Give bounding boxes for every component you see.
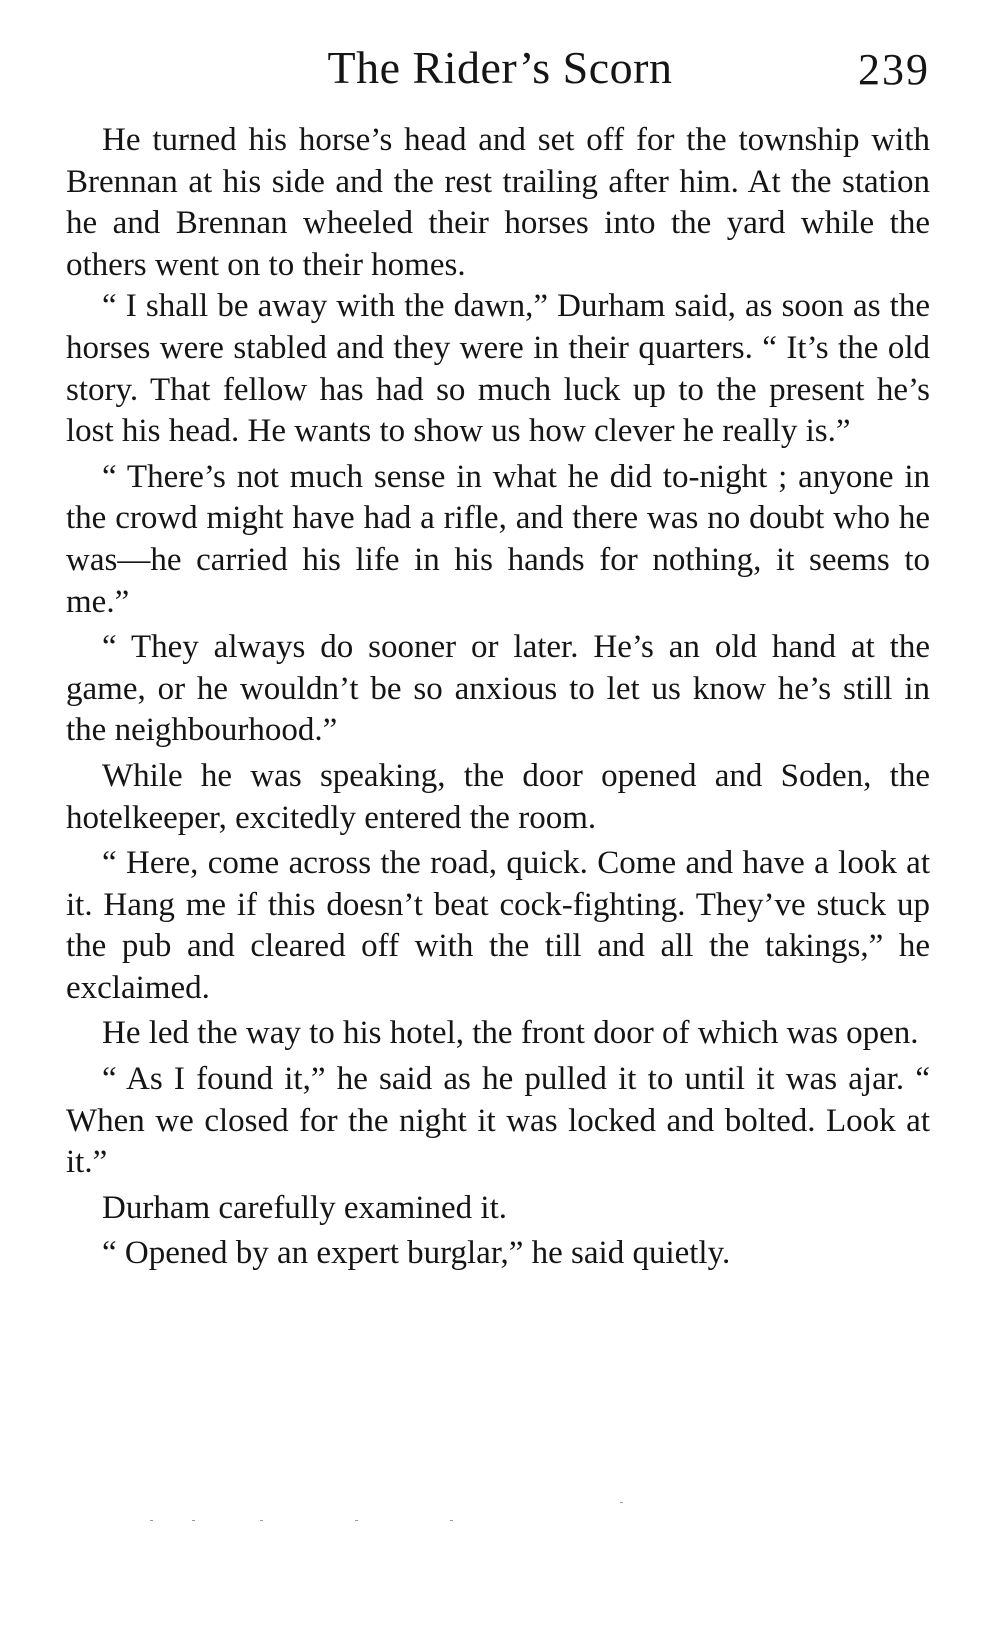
scan-speck [260, 1520, 263, 1521]
paragraph: “ There’s not much sense in what he did to-night ; anyone in the crowd might have had a rifle, and there was no doubt who he was—he carried his life in his hands for nothing, it seems to me.” [66, 458, 930, 620]
paragraph: “ Here, come across the road, quick. Come and have a look at it. Hang me if this doesn’t beat cock-fighting. They’ve stuck up the pub and cleared off with the till and all the takings,” he exclaimed. [66, 845, 930, 1006]
paragraph: “ As I found it,” he said as he pulled it to until it was ajar. “ When we closed for the night it was locked and bolted. Look at it.” [66, 1061, 930, 1181]
paragraph: He turned his horse’s head and set off for the township with Brennan at his side and the rest trailing after him. At the station he and Brennan wheeled their horses into the yard while the others went on to their homes. [66, 122, 930, 283]
page-number: 239 [858, 45, 930, 94]
scan-speck [620, 1502, 623, 1503]
scan-speck [192, 1520, 195, 1521]
body-text [66, 120, 930, 1275]
scan-specks [150, 1520, 670, 1522]
scan-speck [450, 1520, 453, 1521]
paragraph: “ Opened by an expert burglar,” he said quietly. [102, 1235, 731, 1272]
running-title: The Rider’s Scorn [327, 42, 673, 93]
scan-speck [150, 1520, 153, 1521]
paragraph: “ I shall be away with the dawn,” Durham said, as soon as the horses were stabled and they were in their quarters. “ It’s the old story. That fellow has had so much luck up to the present he’s lost his head. He wants to show us how clever he really is.” [66, 288, 930, 450]
paragraph: “ They always do sooner or later. He’s an old hand at the game, or he wouldn’t be so anxious to let us know he’s still in the neighbourhood.” [66, 629, 930, 749]
paragraph: He led the way to his hotel, the front door of which was open. [102, 1015, 919, 1052]
paragraph: Durham carefully examined it. [102, 1189, 508, 1226]
paragraph: While he was speaking, the door opened and Soden, the hotelkeeper, excitedly entered the room. [66, 757, 930, 836]
scan-speck [355, 1520, 358, 1521]
running-head [0, 38, 1000, 98]
